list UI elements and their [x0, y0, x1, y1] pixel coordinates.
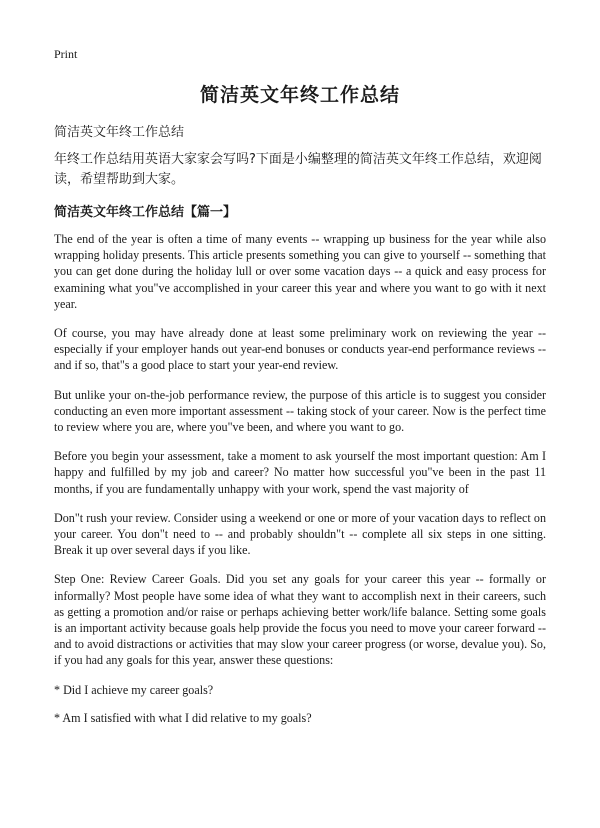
body-paragraph-2: Of course, you may have already done at least some preliminary work on reviewing the year -- especially if your employer hands out year-end bonuses or conducts year-end performance reviews -- and if so, that"s a good place to start your year-end review.: [54, 326, 546, 373]
body-paragraph-6: Step One: Review Career Goals. Did you set any goals for your career this year -- formally or informally? Most people have some idea of what they want to accomplish next in their careers, such as getting a promotion and/or raise or perhaps achieving better work/life balance. Setting some goals is an important activity because goals help provide the focus you need to move your career forward -- and to avoid distractions or activities that may slow your career progress (or worse, devalue you). So, if you had any goals for this year, answer these questions:: [54, 572, 546, 668]
question-item-2: * Am I satisfied with what I did relative to my goals?: [54, 710, 312, 725]
section-heading: 简洁英文年终工作总结【篇一】: [54, 205, 237, 220]
article-body: [54, 231, 546, 738]
body-paragraph-5: Don"t rush your review. Consider using a weekend or one or more of your vacation days to reflect on your career. You don"t need to -- and probably shouldn"t -- complete all six steps in one sitting. Break it up over several days if you like.: [54, 510, 546, 558]
document-subtitle: 简洁英文年终工作总结: [54, 125, 185, 140]
question-item-1: * Did I achieve my career goals?: [54, 682, 214, 697]
body-paragraph-1: The end of the year is often a time of many events -- wrapping up business for the year while also wrapping holiday presents. This article presents something you can give to yourself -- something that you can get done during the holiday lull or over some vacation days -- a quick and easy process for examining what you"ve accomplished in your career this year and where you want to go with it next year.: [54, 232, 546, 311]
body-paragraph-3: But unlike your on-the-job performance review, the purpose of this article is to suggest you consider conducting an even more important assessment -- taking stock of your career. Now is the perfect time to review where you are, where you"ve been, and where you want to go.: [54, 387, 546, 435]
intro-paragraph: 年终工作总结用英语大家家会写吗?下面是小编整理的简洁英文年终工作总结，欢迎阅读，希望帮助到大家。: [54, 152, 542, 187]
body-paragraph-4: Before you begin your assessment, take a moment to ask yourself the most important question: Am I happy and fulfilled by my job and career? No matter how successful you"ve been in the past 11 months, if you are fundamentally unhappy with your work, spend the vast majority of: [54, 449, 546, 496]
page-title: 简洁英文年终工作总结: [199, 84, 400, 106]
print-link[interactable]: Print: [54, 47, 78, 61]
